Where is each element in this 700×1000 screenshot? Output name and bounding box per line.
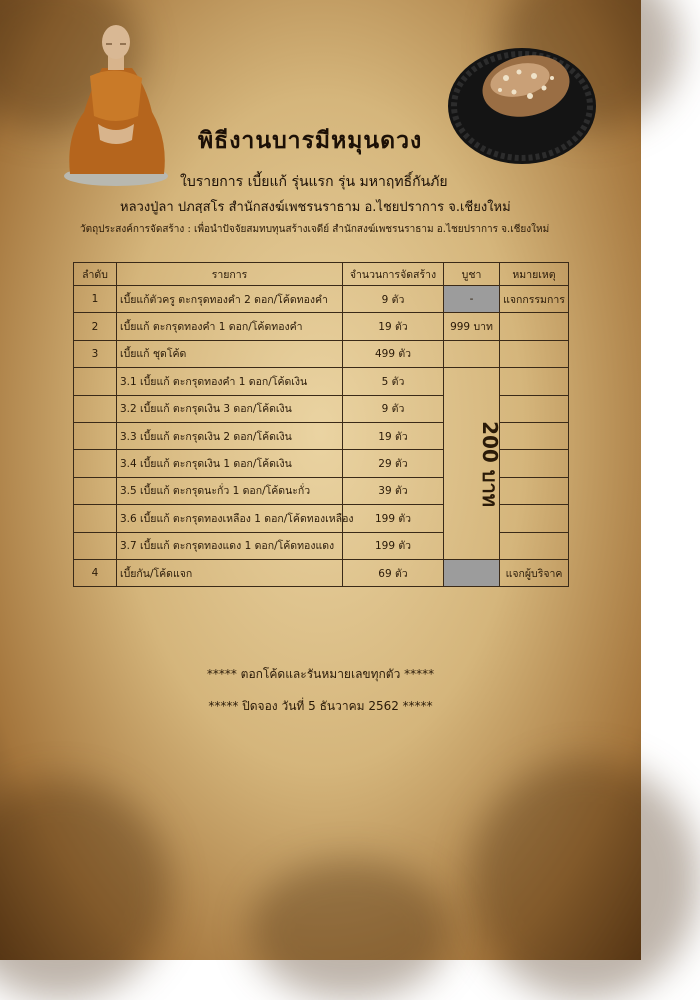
row-note [500,532,569,559]
row-qty: 19 ตัว [343,422,444,449]
row-qty: 39 ตัว [343,477,444,504]
row-price [444,559,500,586]
row-note [500,368,569,395]
row-qty: 499 ตัว [343,340,444,367]
row-item: 3.5 เบี้ยแก้ ตะกรุดนะกั่ว 1 ดอก/โค้ดนะกั่ว [117,477,343,504]
row-no [74,505,117,532]
header-item: รายการ [117,263,343,286]
row-item: 3.3 เบี้ยแก้ ตะกรุดเงิน 2 ดอก/โค้ดเงิน [117,422,343,449]
row-no [74,532,117,559]
row-qty: 19 ตัว [343,313,444,340]
row-note: แจกผู้บริจาค [500,559,569,586]
merged-price-cell [444,368,500,560]
row-note: แจกกรรมการ [500,286,569,313]
header-note: หมายเหตุ [500,263,569,286]
table-row [74,313,569,340]
amulet-photo [444,38,599,166]
row-item: เบี้ยแก้ตัวครู ตะกรุดทองคำ 2 ดอก/โค้ดทองคำ [117,286,343,313]
row-no [74,368,117,395]
row-item: 3.2 เบี้ยแก้ ตะกรุดเงิน 3 ดอก/โค้ดเงิน [117,395,343,422]
row-price: - [444,286,500,313]
row-note [500,395,569,422]
monk-photo [62,16,170,186]
row-no: 2 [74,313,117,340]
row-item: 3.1 เบี้ยแก้ ตะกรุดทองคำ 1 ดอก/โค้ดเงิน [117,368,343,395]
table-row [74,286,569,313]
item-table [73,262,569,587]
row-no: 4 [74,559,117,586]
row-qty: 69 ตัว [343,559,444,586]
footer-note: ***** ตอกโค้ดและรันหมายเลขทุกตัว ***** [206,667,435,681]
table-row [74,368,569,395]
row-qty: 9 ตัว [343,395,444,422]
header-no: ลำดับ [74,263,117,286]
subtitle-item: ใบรายการ เบี้ยแก้ รุ่นแรก รุ่น มหาฤทธิ์กันภัย [180,174,448,190]
row-note [500,422,569,449]
row-item: เบี้ยแก้ ชุดโค้ด [117,340,343,367]
row-item: 3.7 เบี้ยแก้ ตะกรุดทองแดง 1 ดอก/โค้ดทองแดง [117,532,343,559]
page-title: พิธีงานบารมีหมุนดวง [198,128,423,154]
row-no: 3 [74,340,117,367]
row-price [444,340,500,367]
row-no: 1 [74,286,117,313]
header-qty: จำนวนการจัดสร้าง [343,263,444,286]
header-price: บูชา [444,263,500,286]
burn-mark [250,860,450,1000]
merged-price-label: 200 บาท [477,420,502,507]
row-price: 999 บาท [444,313,500,340]
row-note [500,477,569,504]
burn-mark [470,760,700,1000]
table-row [74,559,569,586]
row-item: 3.6 เบี้ยแก้ ตะกรุดทองเหลือง 1 ดอก/โค้ดทองเหลือง [117,505,343,532]
table-header-row [74,263,569,286]
row-note [500,313,569,340]
row-no [74,422,117,449]
row-item: เบี้ยกัน/โค้ดแจก [117,559,343,586]
row-qty: 199 ตัว [343,532,444,559]
row-note [500,340,569,367]
row-note [500,450,569,477]
row-item: เบี้ยแก้ ตะกรุดทองคำ 1 ดอก/โค้ดทองคำ [117,313,343,340]
row-qty: 199 ตัว [343,505,444,532]
row-no [74,477,117,504]
row-qty: 29 ตัว [343,450,444,477]
row-qty: 5 ตัว [343,368,444,395]
table-row [74,340,569,367]
row-note [500,505,569,532]
footer-deadline: ***** ปิดจอง วันที่ 5 ธันวาคม 2562 ***** [208,699,433,713]
subtitle-monk: หลวงปู่ลา ปภสฺสโร สำนักสงฆ์เพชรนราธาม อ.ไชยปราการ จ.เชียงใหม่ [120,200,511,215]
subtitle-purpose: วัตถุประสงค์การจัดสร้าง : เพื่อนำปัจจัยสมทบทุนสร้างเจดีย์ สำนักสงฆ์เพชรนราธาม อ.ไชยปราการ จ.เชียงใหม่ [80,224,550,235]
row-item: 3.4 เบี้ยแก้ ตะกรุดเงิน 1 ดอก/โค้ดเงิน [117,450,343,477]
row-qty: 9 ตัว [343,286,444,313]
row-no [74,395,117,422]
row-no [74,450,117,477]
